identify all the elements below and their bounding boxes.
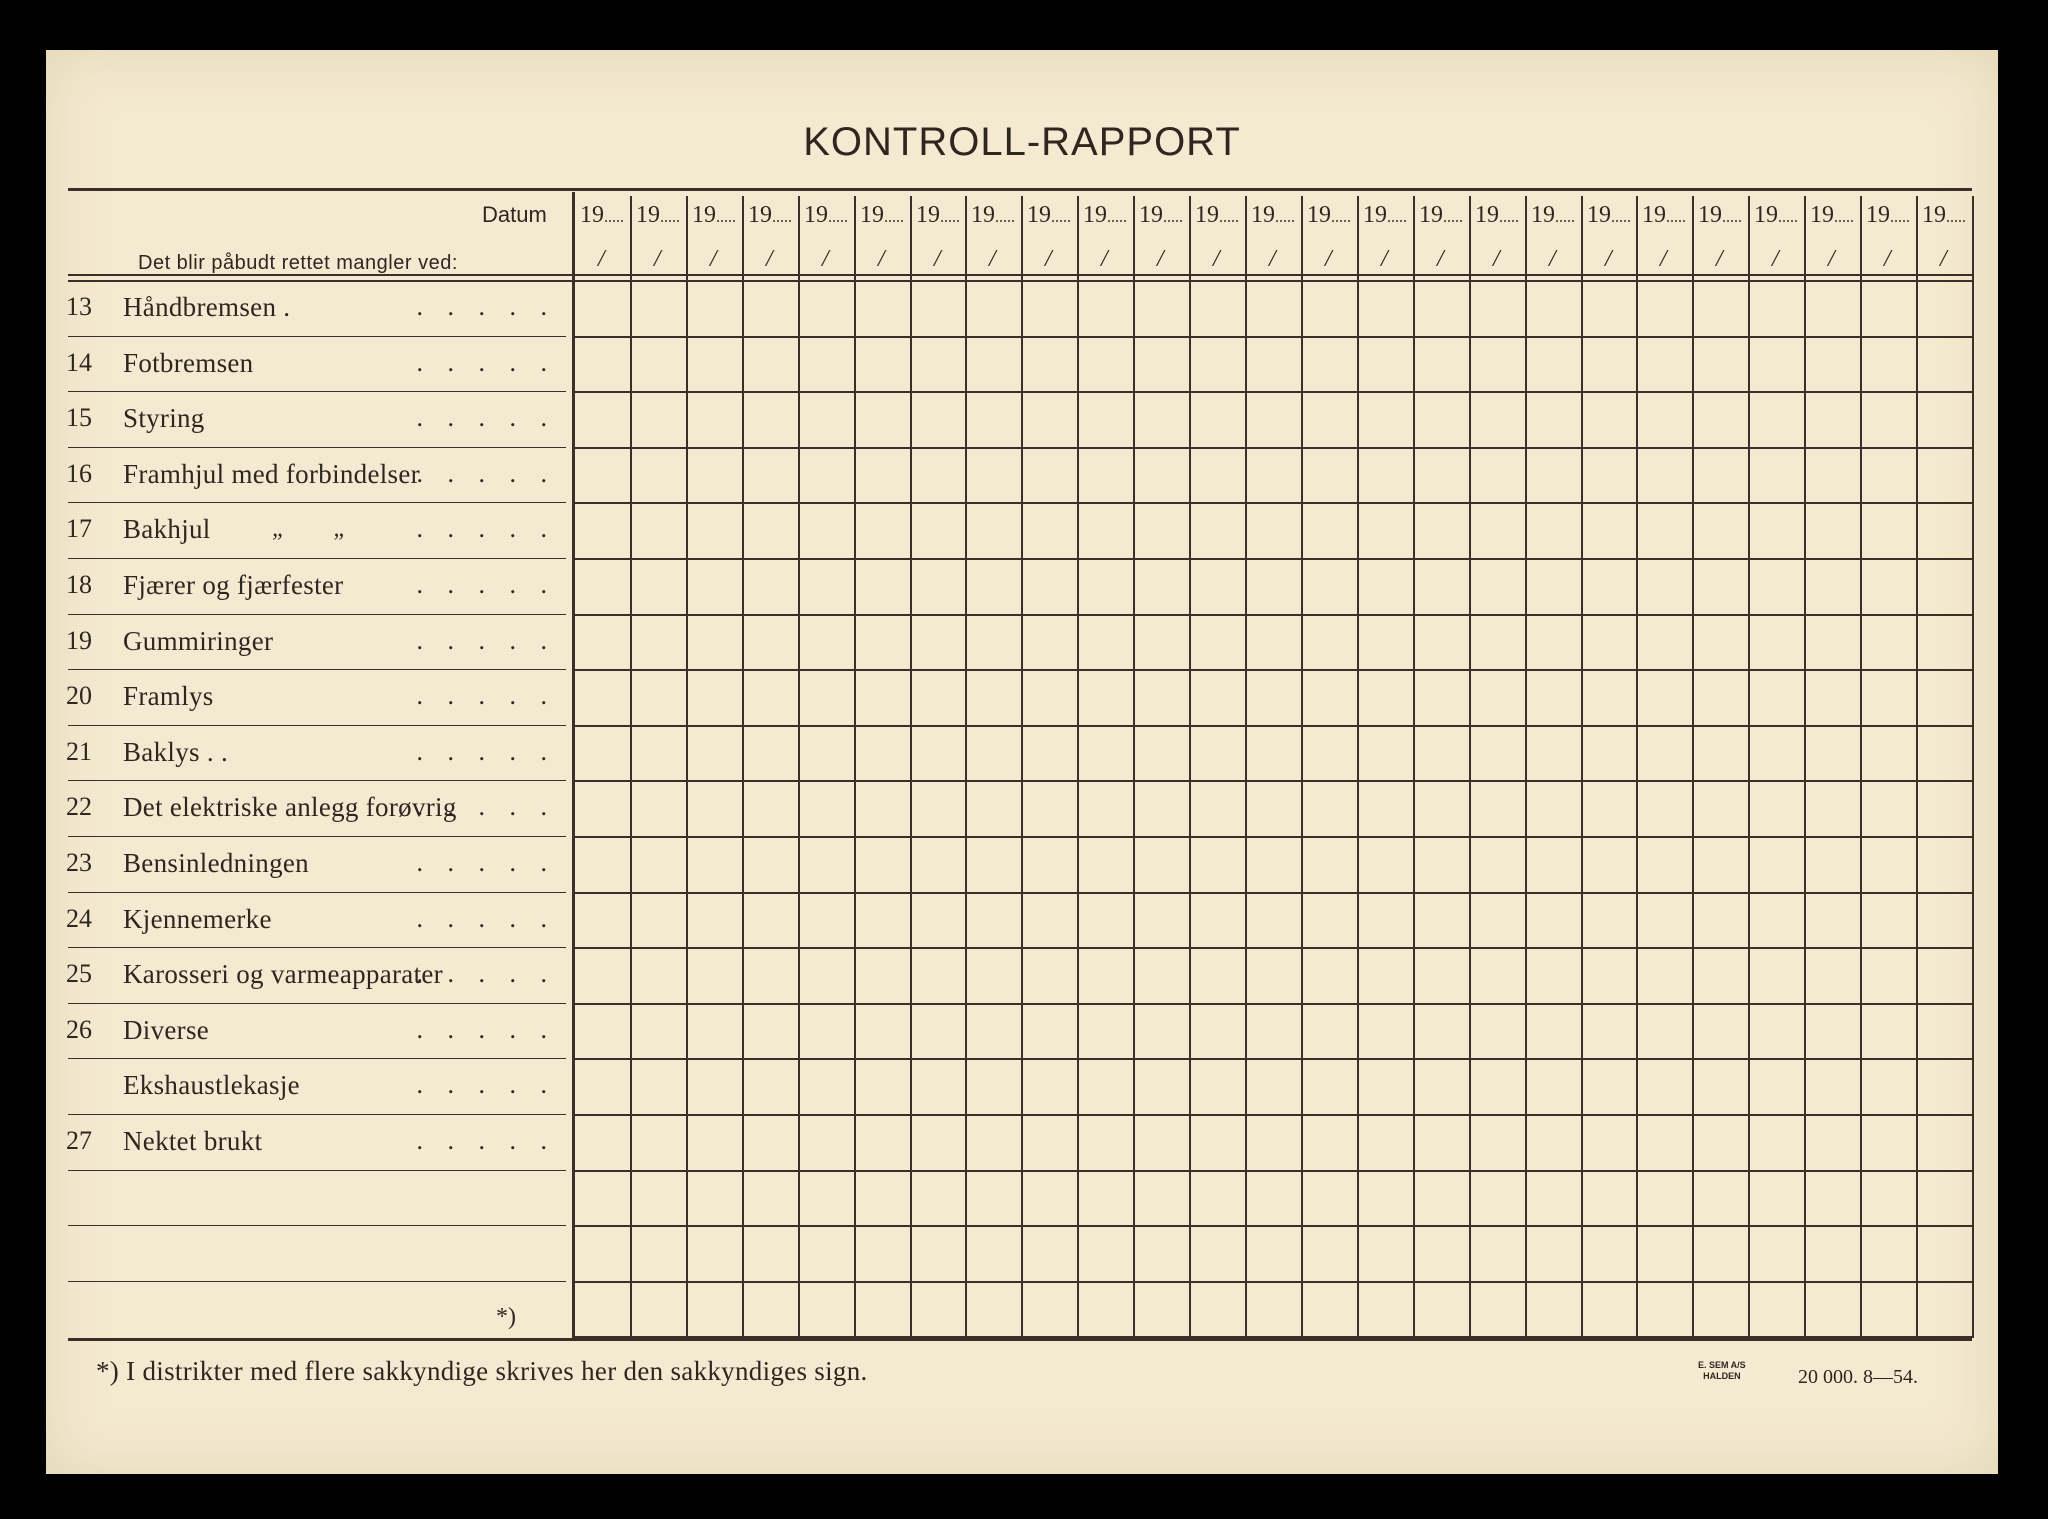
grid-column-line — [1021, 196, 1023, 1338]
date-separator: / — [1493, 246, 1500, 272]
label-row-line — [68, 1281, 566, 1282]
printer-imprint — [1698, 1360, 1746, 1382]
grid-column-line — [1245, 196, 1247, 1338]
print-run-info: 20 000. 8—54. — [1798, 1366, 1918, 1388]
grid-row-line — [574, 1225, 1972, 1227]
date-fill-line — [1500, 220, 1518, 222]
date-year-prefix — [692, 202, 735, 229]
label-row-line — [68, 725, 566, 726]
year-prefix-text: 19 — [804, 202, 828, 228]
grid-column-line — [686, 196, 688, 1338]
date-fill-line — [1388, 220, 1406, 222]
grid-column-line — [630, 196, 632, 1338]
year-prefix-text: 19 — [860, 202, 884, 228]
date-fill-line — [1723, 220, 1741, 222]
leader-dots: . . . . . — [416, 681, 556, 710]
grid-row-line — [574, 336, 1972, 338]
label-row-line — [68, 336, 566, 337]
year-prefix-text: 19 — [1810, 202, 1834, 228]
date-fill-line — [996, 220, 1014, 222]
row-label: Ekshaustlekasje — [123, 1070, 300, 1100]
grid-column-line — [1581, 196, 1583, 1338]
grid-row-line — [574, 1003, 1972, 1005]
date-fill-line — [1220, 220, 1238, 222]
row-number: 19 — [66, 626, 92, 655]
grid-column-line — [1469, 196, 1471, 1338]
year-prefix-text: 19 — [1307, 202, 1331, 228]
leader-dots: . . . . . — [416, 514, 556, 543]
grid-row-line — [574, 1114, 1972, 1116]
grid-row-line — [574, 1336, 1972, 1338]
date-fill-line — [1276, 220, 1294, 222]
date-fill-line — [717, 220, 735, 222]
row-label: Gummiringer — [123, 626, 274, 656]
leader-dots: . . . . . — [416, 904, 556, 933]
row-number: 15 — [66, 403, 92, 432]
row-label: Styring — [123, 403, 205, 433]
year-prefix-text: 19 — [580, 202, 604, 228]
date-separator: / — [598, 246, 605, 272]
date-separator: / — [1716, 246, 1723, 272]
label-row-line — [68, 947, 566, 948]
grid-column-line — [965, 196, 967, 1338]
grid-column-line — [1413, 196, 1415, 1338]
date-fill-line — [1444, 220, 1462, 222]
date-separator: / — [1157, 246, 1164, 272]
row-number: 21 — [66, 737, 92, 766]
printer-city: HALDEN — [1703, 1371, 1741, 1381]
year-prefix-text: 19 — [1922, 202, 1946, 228]
row-number: 18 — [66, 570, 92, 599]
row-label: Diverse — [123, 1015, 210, 1045]
year-prefix-text: 19 — [1195, 202, 1219, 228]
grid-row-line — [574, 780, 1972, 782]
grid-column-line — [1357, 196, 1359, 1338]
row-label: Bakhjul — [123, 514, 211, 544]
grid-column-line — [1972, 196, 1974, 1338]
column-divider — [572, 192, 575, 1338]
grid-row-line — [574, 447, 1972, 449]
year-prefix-text: 19 — [916, 202, 940, 228]
date-separator: / — [1381, 246, 1388, 272]
date-year-prefix — [1866, 202, 1909, 229]
row-label: Fotbremsen — [123, 348, 254, 378]
label-row-line — [68, 780, 566, 781]
date-separator: / — [1940, 246, 1947, 272]
grid-row-line — [574, 614, 1972, 616]
header-rule — [68, 274, 1972, 276]
signature-row-mark: *) — [496, 1304, 516, 1330]
date-year-prefix — [1531, 202, 1574, 229]
leader-dots: . . . . . — [416, 348, 556, 377]
date-separator: / — [654, 246, 661, 272]
grid-column-line — [1525, 196, 1527, 1338]
row-number: 22 — [66, 792, 92, 821]
row-number: 23 — [66, 848, 92, 877]
year-prefix-text: 19 — [1027, 202, 1051, 228]
row-label: Det elektriske anlegg forøvrig — [123, 792, 457, 822]
leader-dots: . . . . . — [416, 1126, 556, 1155]
year-prefix-text: 19 — [1251, 202, 1275, 228]
leader-dots: . . . . . — [416, 792, 556, 821]
label-row-line — [68, 1225, 566, 1226]
row-number: 26 — [66, 1015, 92, 1044]
year-prefix-text: 19 — [1475, 202, 1499, 228]
date-separator: / — [1605, 246, 1612, 272]
date-fill-line — [1779, 220, 1797, 222]
grid-column-line — [1692, 196, 1694, 1338]
label-row-line — [68, 1114, 566, 1115]
date-separator: / — [1045, 246, 1052, 272]
date-year-prefix — [860, 202, 903, 229]
leader-dots: . . . . . — [416, 626, 556, 655]
date-year-prefix — [1307, 202, 1350, 229]
leader-dots: . . . . . — [416, 570, 556, 599]
year-prefix-text: 19 — [1419, 202, 1443, 228]
grid-column-line — [1916, 196, 1918, 1338]
label-row-line — [68, 502, 566, 503]
year-prefix-text: 19 — [1866, 202, 1890, 228]
date-year-prefix — [1251, 202, 1294, 229]
label-row-line — [68, 558, 566, 559]
date-fill-line — [605, 220, 623, 222]
grid-row-line — [574, 947, 1972, 949]
label-row-line — [68, 1058, 566, 1059]
date-separator: / — [934, 246, 941, 272]
row-number: 17 — [66, 514, 92, 543]
ditto-marks: „ „ — [272, 516, 347, 542]
date-year-prefix — [1195, 202, 1238, 229]
row-number: 24 — [66, 904, 92, 933]
date-fill-line — [1052, 220, 1070, 222]
year-prefix-text: 19 — [1587, 202, 1611, 228]
leader-dots: . . . . . — [416, 403, 556, 432]
date-fill-line — [941, 220, 959, 222]
grid-row-line — [574, 1281, 1972, 1283]
leader-dots: . . . . . — [416, 459, 556, 488]
row-label: Håndbremsen . — [123, 292, 291, 322]
leader-dots: . . . . . — [416, 848, 556, 877]
row-label: Bensinledningen — [123, 848, 309, 878]
date-fill-line — [661, 220, 679, 222]
row-number: 20 — [66, 681, 92, 710]
grid-column-line — [1860, 196, 1862, 1338]
grid-column-line — [1189, 196, 1191, 1338]
grid-row-line — [574, 725, 1972, 727]
leader-dots: . . . . . — [416, 1070, 556, 1099]
row-number: 14 — [66, 348, 92, 377]
leader-dots: . . . . . — [416, 959, 556, 988]
grid-row-line — [574, 1058, 1972, 1060]
year-prefix-text: 19 — [971, 202, 995, 228]
date-separator: / — [989, 246, 996, 272]
date-year-prefix — [1754, 202, 1797, 229]
grid-column-line — [1077, 196, 1079, 1338]
footnote: *) I distrikter med flere sakkyndige skrives her den sakkyndiges sign. — [96, 1356, 868, 1386]
date-year-prefix — [1419, 202, 1462, 229]
date-year-prefix — [1587, 202, 1630, 229]
row-label: Nektet brukt — [123, 1126, 263, 1156]
date-year-prefix — [580, 202, 623, 229]
report-card — [46, 50, 1998, 1474]
label-row-line — [68, 669, 566, 670]
label-row-line — [68, 391, 566, 392]
date-separator: / — [1213, 246, 1220, 272]
date-year-prefix — [971, 202, 1014, 229]
date-fill-line — [1891, 220, 1909, 222]
row-label: Framlys — [123, 681, 214, 711]
date-separator: / — [878, 246, 885, 272]
grid-column-line — [910, 196, 912, 1338]
row-label: Karosseri og varmeapparater — [123, 959, 443, 989]
grid-row-line — [574, 892, 1972, 894]
year-prefix-text: 19 — [1139, 202, 1163, 228]
row-number: 13 — [66, 292, 92, 321]
date-fill-line — [1667, 220, 1685, 222]
grid-row-line — [574, 558, 1972, 560]
date-fill-line — [829, 220, 847, 222]
date-separator: / — [1325, 246, 1332, 272]
grid-column-line — [798, 196, 800, 1338]
row-number: 25 — [66, 959, 92, 988]
date-separator: / — [1772, 246, 1779, 272]
printer-name: E. SEM A/S — [1698, 1360, 1746, 1370]
grid-row-line — [574, 1170, 1972, 1172]
date-fill-line — [1164, 220, 1182, 222]
date-year-prefix — [1475, 202, 1518, 229]
label-row-line — [68, 614, 566, 615]
datum-label: Datum — [482, 202, 547, 227]
date-year-prefix — [1810, 202, 1853, 229]
date-separator: / — [1660, 246, 1667, 272]
row-number: 16 — [66, 459, 92, 488]
label-row-line — [68, 892, 566, 893]
year-prefix-text: 19 — [636, 202, 660, 228]
header-rule-2 — [68, 280, 1972, 282]
bottom-rule — [68, 1338, 1972, 1341]
year-prefix-text: 19 — [1754, 202, 1778, 228]
year-prefix-text: 19 — [748, 202, 772, 228]
year-prefix-text: 19 — [1698, 202, 1722, 228]
year-prefix-text: 19 — [1642, 202, 1666, 228]
grid-column-line — [1133, 196, 1135, 1338]
date-year-prefix — [1698, 202, 1741, 229]
date-fill-line — [1108, 220, 1126, 222]
date-separator: / — [1269, 246, 1276, 272]
date-separator: / — [766, 246, 773, 272]
date-fill-line — [885, 220, 903, 222]
top-rule — [68, 188, 1972, 191]
grid-column-line — [1636, 196, 1638, 1338]
row-label: Fjærer og fjærfester — [123, 570, 344, 600]
year-prefix-text: 19 — [692, 202, 716, 228]
grid-row-line — [574, 502, 1972, 504]
grid-row-line — [574, 836, 1972, 838]
date-fill-line — [1556, 220, 1574, 222]
label-row-line — [68, 447, 566, 448]
date-fill-line — [773, 220, 791, 222]
date-fill-line — [1332, 220, 1350, 222]
date-year-prefix — [1642, 202, 1685, 229]
date-separator: / — [1437, 246, 1444, 272]
date-fill-line — [1835, 220, 1853, 222]
date-separator: / — [1828, 246, 1835, 272]
grid-column-line — [854, 196, 856, 1338]
date-year-prefix — [1139, 202, 1182, 229]
grid-column-line — [742, 196, 744, 1338]
date-year-prefix — [1027, 202, 1070, 229]
row-label: Framhjul med forbindelser — [123, 459, 420, 489]
date-year-prefix — [1922, 202, 1965, 229]
row-label: Kjennemerke — [123, 904, 272, 934]
leader-dots: . . . . . — [416, 1015, 556, 1044]
label-row-line — [68, 1003, 566, 1004]
grid-row-line — [574, 391, 1972, 393]
date-separator: / — [1884, 246, 1891, 272]
date-separator: / — [1549, 246, 1556, 272]
date-year-prefix — [916, 202, 959, 229]
row-label: Baklys . . — [123, 737, 229, 767]
instruction-label: Det blir påbudt rettet mangler ved: — [138, 252, 458, 274]
date-year-prefix — [1083, 202, 1126, 229]
date-year-prefix — [804, 202, 847, 229]
form-title: KONTROLL-RAPPORT — [803, 120, 1241, 164]
row-number: 27 — [66, 1126, 92, 1155]
leader-dots: . . . . . — [416, 292, 556, 321]
leader-dots: . . . . . — [416, 737, 556, 766]
label-row-line — [68, 836, 566, 837]
date-separator: / — [822, 246, 829, 272]
grid-column-line — [1804, 196, 1806, 1338]
year-prefix-text: 19 — [1363, 202, 1387, 228]
date-separator: / — [710, 246, 717, 272]
date-year-prefix — [636, 202, 679, 229]
year-prefix-text: 19 — [1531, 202, 1555, 228]
grid-column-line — [1748, 196, 1750, 1338]
grid-row-line — [574, 669, 1972, 671]
date-year-prefix — [1363, 202, 1406, 229]
date-year-prefix — [748, 202, 791, 229]
date-fill-line — [1947, 220, 1965, 222]
date-fill-line — [1612, 220, 1630, 222]
label-row-line — [68, 1170, 566, 1171]
year-prefix-text: 19 — [1083, 202, 1107, 228]
grid-column-line — [1301, 196, 1303, 1338]
date-separator: / — [1101, 246, 1108, 272]
